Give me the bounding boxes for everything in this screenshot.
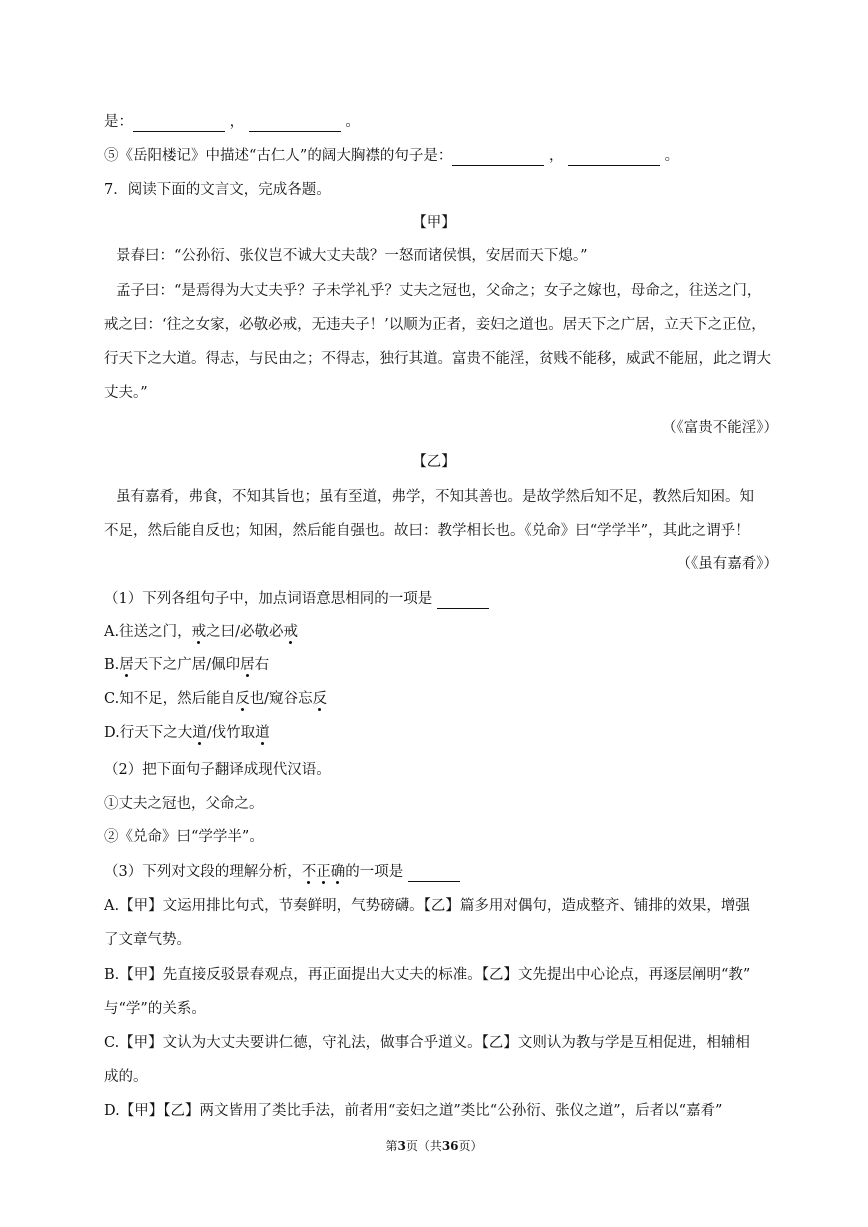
option-text: 天下之广居/佩印 xyxy=(133,657,241,673)
q3-option-c-line-2: 成的。 xyxy=(104,1069,148,1085)
dotted-word: 戒 xyxy=(191,624,207,640)
option-text: C.知不足，然后能自 xyxy=(104,691,236,707)
q3-option-d-line-1[interactable]: D.【甲】【乙】两文皆用了类比手法，前者用“妾妇之道”类比“公孙衍、张仪之道”，后者以“嘉肴” xyxy=(104,1103,723,1119)
answer-blank[interactable] xyxy=(133,116,225,132)
answer-prefix: 是： xyxy=(104,114,133,130)
yi-paragraph-line-1: 虽有嘉肴，弗食，不知其旨也；虽有至道，弗学，不知其善也。是故学然后知不足，教然后知困。知 xyxy=(116,489,754,505)
dotted-word: 反 xyxy=(235,691,250,707)
q2-sentence-1: ①丈夫之冠也，父命之。 xyxy=(104,796,264,812)
q3-option-b-line-2: 与“学”的关系。 xyxy=(104,1001,206,1017)
comma: ， xyxy=(229,114,245,130)
dotted-word: 戒 xyxy=(283,624,298,640)
q2-stem: （2）把下面句子翻译成现代汉语。 xyxy=(104,762,331,778)
jia-paragraph-2-line-2: 戒之曰：‘往之女家，必敬必戒，无违夫子！’以顺为正者，妾妇之道也。居天下之广居，立天下之正位， xyxy=(104,317,766,333)
option-text: 右 xyxy=(254,657,270,673)
jia-header: 【甲】 xyxy=(412,215,456,231)
option-text: 之曰/必敬必 xyxy=(206,624,284,640)
period: 。 xyxy=(664,148,680,164)
answer-blank[interactable] xyxy=(249,116,341,132)
footer-text: 页（共 xyxy=(405,1139,442,1153)
dotted-word: 反 xyxy=(312,691,328,707)
q6-5-line xyxy=(104,146,679,166)
dotted-word: 道 xyxy=(192,725,207,741)
q1-answer-blank[interactable] xyxy=(437,593,489,609)
dotted-word: 居 xyxy=(119,657,134,673)
option-text: B. xyxy=(104,657,120,673)
q3-option-c-line-1[interactable]: C.【甲】文认为大丈夫要讲仁德，守礼法，做事合乎道义。【乙】文则认为教与学是互相促进，相辅相 xyxy=(104,1035,750,1051)
footer-text: 第 xyxy=(385,1139,398,1153)
q2-sentence-2: ②《兑命》曰“学学半”。 xyxy=(104,829,264,845)
option-text: /伐竹取 xyxy=(206,725,256,741)
page-number: 3 xyxy=(397,1139,406,1153)
dotted-word: 正 xyxy=(316,864,331,880)
answer-blank[interactable] xyxy=(452,150,544,166)
q1-stem: （1）下列各组句子中，加点词语意思相同的一项是 xyxy=(104,591,433,607)
answer-blank[interactable] xyxy=(568,150,660,166)
q6-4-answer-line xyxy=(104,112,360,132)
page-footer xyxy=(0,1137,868,1155)
yi-source: （《虽有嘉肴》） xyxy=(676,556,778,572)
q7-title: 7．阅读下面的文言文，完成各题。 xyxy=(104,182,331,198)
q1-option-d[interactable] xyxy=(104,723,270,743)
total-pages: 36 xyxy=(441,1139,459,1153)
q1-option-b[interactable] xyxy=(104,655,269,675)
q3-option-a-line-1[interactable]: A.【甲】文运用排比句式，节奏鲜明，气势磅礴。【乙】篇多用对偶句，造成整齐、铺排的效果，增强 xyxy=(104,898,750,914)
jia-source: （《富贵不能淫》） xyxy=(662,420,778,436)
q3-answer-blank[interactable] xyxy=(408,866,460,882)
jia-paragraph-2-line-4: 丈夫。” xyxy=(104,385,148,401)
q1-option-a[interactable] xyxy=(104,622,298,642)
comma: ， xyxy=(548,148,564,164)
yi-paragraph-line-2: 不足，然后能自反也；知困，然后能自强也。故曰：教学相长也。《兑命》曰“学学半”，其此之谓乎！ xyxy=(104,523,750,539)
q3-option-a-line-2: 了文章气势。 xyxy=(104,932,191,948)
jia-paragraph-2-line-3: 行天下之大道。得志，与民由之；不得志，独行其道。富贵不能淫，贫贱不能移，威武不能屈，此之谓大 xyxy=(104,351,771,367)
option-text: 也/窥谷忘 xyxy=(249,691,313,707)
q6-5-text: ⑤《岳阳楼记》中描述“古仁人”的阔大胸襟的句子是： xyxy=(104,148,453,164)
q1-option-c[interactable] xyxy=(104,689,327,709)
q3-stem-line xyxy=(104,862,460,882)
dotted-word: 确 xyxy=(330,864,346,880)
dotted-word: 道 xyxy=(255,725,270,741)
dotted-word: 不 xyxy=(301,864,317,880)
dotted-word: 居 xyxy=(240,657,255,673)
footer-text: 页） xyxy=(458,1139,483,1153)
period: 。 xyxy=(345,114,360,130)
q3-stem-text: （3）下列对文段的理解分析， xyxy=(104,864,302,880)
q3-stem-text: 的一项是 xyxy=(345,864,404,880)
jia-paragraph-2-line-1: 孟子曰：“是焉得为大丈夫乎？子未学礼乎？丈夫之冠也，父命之；女子之嫁也，母命之，往送之门， xyxy=(116,283,762,299)
jia-paragraph-1: 景春曰：“公孙衍、张仪岂不诚大丈夫哉？一怒而诸侯惧，安居而天下熄。” xyxy=(116,248,588,264)
option-text: D.行天下之大 xyxy=(104,725,193,741)
q1-stem-line xyxy=(104,589,489,609)
q3-option-b-line-1[interactable]: B.【甲】先直接反驳景春观点，再正面提出大丈夫的标准。【乙】文先提出中心论点，再逐层阐明“教” xyxy=(104,967,751,983)
option-text: A.往送之门， xyxy=(104,624,192,640)
yi-header: 【乙】 xyxy=(412,454,456,470)
